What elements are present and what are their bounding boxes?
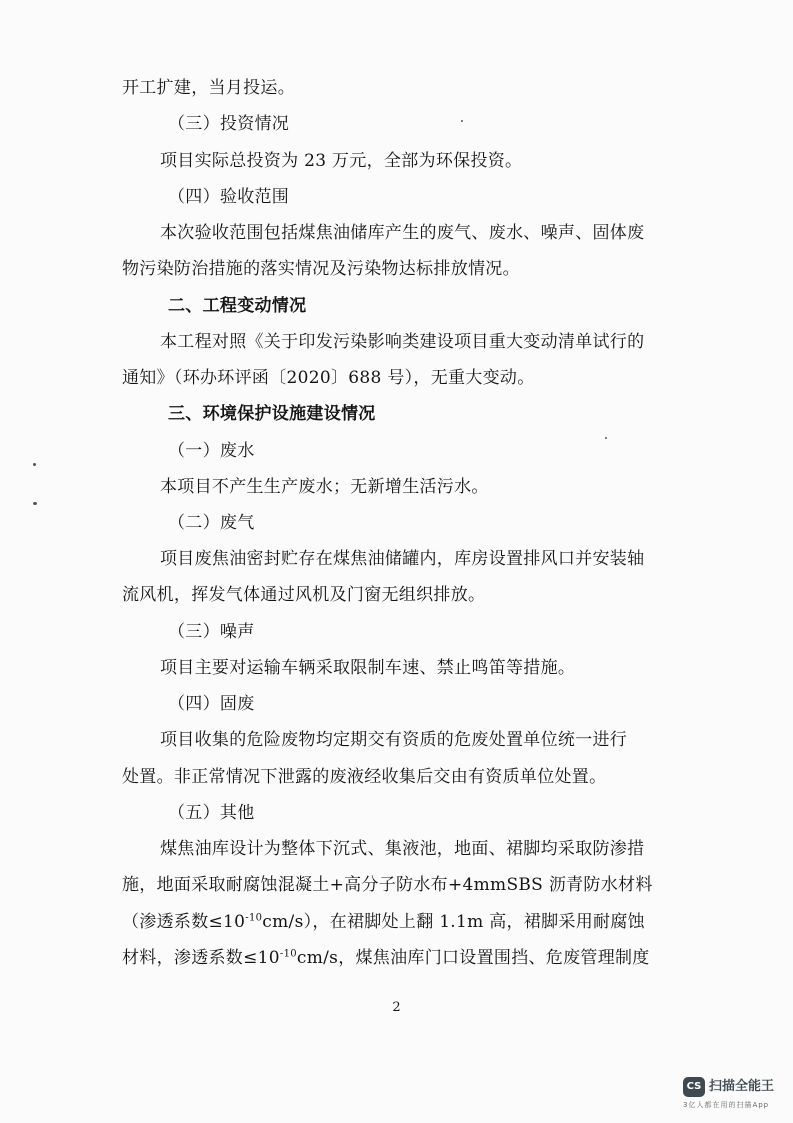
camscanner-logo-icon: CS — [683, 1077, 705, 1097]
text-line: 项目主要对运输车辆采取限制车速、禁止鸣笛等措施。 — [160, 658, 576, 678]
scan-speck — [461, 120, 463, 122]
section-heading: （一）废水 — [168, 441, 255, 461]
text-line: 施，地面采取耐腐蚀混凝土+高分子防水布+4mmSBS 沥青防水材料 — [122, 875, 653, 895]
text-line: 煤焦油库设计为整体下沉式、集液池，地面、裙脚均采取防渗措 — [160, 839, 645, 859]
text-segment: cm/s），在裙脚处上翻 1.1m 高，裙脚采用耐腐蚀 — [262, 912, 645, 932]
section-heading: （四）验收范围 — [168, 187, 290, 207]
scan-speck — [33, 463, 36, 466]
scan-speck — [33, 502, 37, 505]
text-line: 物污染防治措施的落实情况及污染物达标排放情况。 — [122, 259, 520, 279]
watermark-title: 扫描全能王 — [709, 1079, 775, 1094]
text-line: 项目收集的危险废物均定期交有资质的危废处置单位统一进行 — [160, 730, 628, 750]
text-line: 本项目不产生生产废水；无新增生活污水。 — [160, 477, 489, 497]
page-number: 2 — [392, 1000, 401, 1015]
text-line: 项目实际总投资为 23 万元，全部为环保投资。 — [160, 151, 523, 171]
text-line — [0, 947, 793, 969]
text-line: 流风机，挥发气体通过风机及门窗无组织排放。 — [122, 585, 486, 605]
scan-speck — [605, 437, 607, 439]
superscript: -10 — [245, 912, 263, 924]
section-heading: （四）固废 — [168, 694, 255, 714]
text-segment: cm/s，煤焦油库门口设置围挡、危废管理制度 — [296, 948, 650, 968]
text-line — [0, 911, 793, 933]
section-heading: （三）噪声 — [168, 622, 255, 642]
text-line: 本工程对照《关于印发污染影响类建设项目重大变动清单试行的 — [160, 332, 645, 352]
section-heading: （三）投资情况 — [168, 114, 290, 134]
scanner-watermark — [683, 1077, 783, 1117]
watermark-subtitle: 3亿人都在用的扫描App — [683, 1101, 770, 1109]
text-line: 通知》（环办环评函〔2020〕688 号），无重大变动。 — [122, 368, 535, 388]
chapter-heading: 二、工程变动情况 — [168, 296, 307, 316]
section-heading: （五）其他 — [168, 803, 255, 823]
text-segment: （渗透系数≤10 — [122, 912, 246, 932]
section-heading: （二）废气 — [168, 513, 255, 533]
superscript: -10 — [279, 948, 297, 960]
text-line: 项目废焦油密封贮存在煤焦油储罐内，库房设置排风口并安装轴 — [160, 549, 645, 569]
text-line: 本次验收范围包括煤焦油储库产生的废气、废水、噪声、固体废 — [160, 223, 645, 243]
text-line: 开工扩建，当月投运。 — [122, 78, 295, 98]
text-line: 处置。非正常情况下泄露的废液经收集后交由有资质单位处置。 — [122, 767, 607, 787]
text-segment: 材料，渗透系数≤10 — [122, 948, 280, 968]
chapter-heading: 三、环境保护设施建设情况 — [168, 404, 376, 424]
